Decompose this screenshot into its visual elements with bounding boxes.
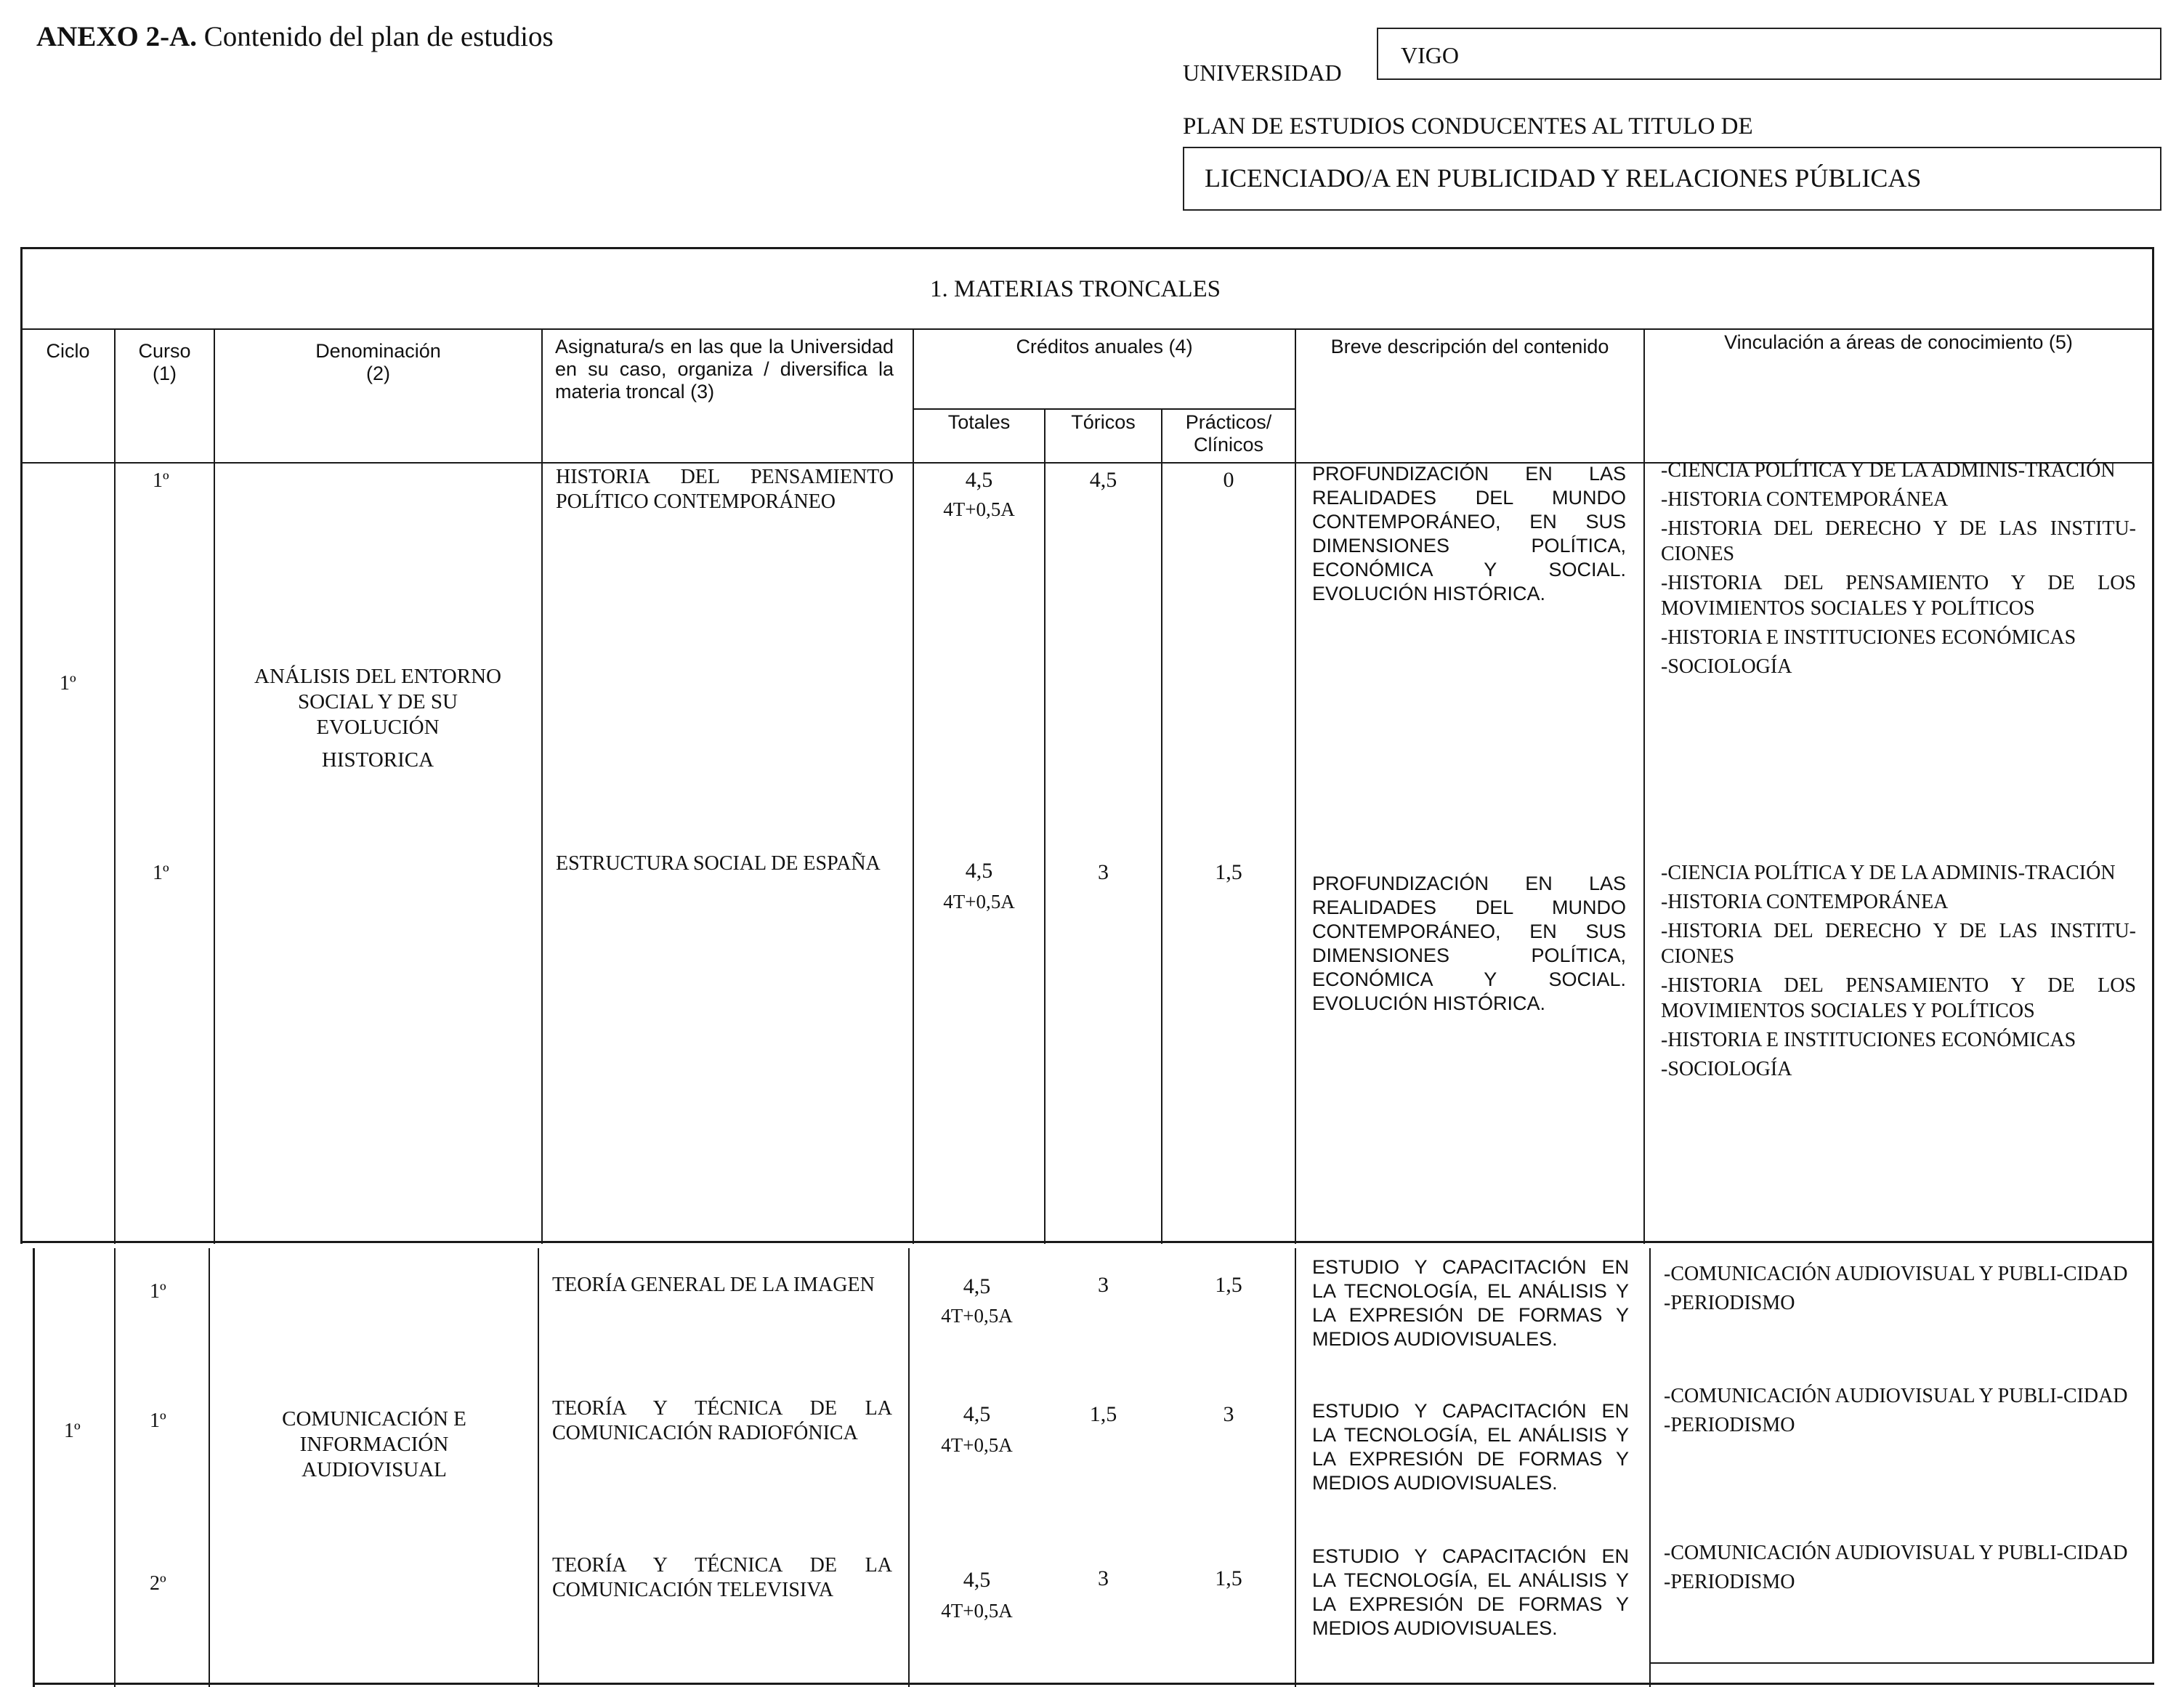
group-2-denominacion (212, 1407, 536, 1483)
row-totales: 4,5 (963, 1568, 991, 1592)
area-item: -PERIODISMO (1664, 1414, 1795, 1436)
group-2-denominacion-line: COMUNICACIÓN E (282, 1407, 466, 1431)
area-item: -SOCIOLOGÍA (1661, 655, 1792, 678)
row-totales-detail: 4T+0,5A (943, 891, 1015, 913)
group-2-denominacion-line: AUDIOVISUAL (302, 1458, 447, 1481)
group-1-denominacion-line: SOCIAL Y DE SU (298, 690, 458, 713)
row-toricos: 3 (1098, 1566, 1109, 1590)
col-header-totales: Totales (947, 411, 1011, 433)
group-2-ciclo: 1º (64, 1420, 81, 1442)
row-practicos: 1,5 (1215, 1273, 1242, 1297)
area-item: -CIENCIA POLÍTICA Y DE LA ADMINIS-TRACIÓN (1661, 459, 2116, 482)
row-practicos: 3 (1223, 1402, 1234, 1426)
row-asignatura: ESTRUCTURA SOCIAL DE ESPAÑA (556, 852, 881, 875)
row-areas (1661, 860, 2136, 1085)
row-practicos: 1,5 (1215, 1566, 1242, 1590)
col-header-descripcion: Breve descripción del contenido (1330, 336, 1609, 357)
col-header-asignatura: Asignatura/s en las que la Universidad en su caso, organiza / diversifica la materia troncal (3) (555, 336, 894, 402)
degree-value: LICENCIADO/A EN PUBLICIDAD Y RELACIONES PÚBLICAS (1205, 163, 1922, 193)
row-toricos: 4,5 (1089, 468, 1117, 492)
plan-label: PLAN DE ESTUDIOS CONDUCENTES AL TITULO DE (1183, 113, 1753, 139)
col-header-practicos: Prácticos/ Clínicos (1185, 411, 1272, 456)
col-header-ciclo: Ciclo (46, 340, 90, 362)
group-1-ciclo: 1º (60, 672, 76, 695)
row-totales-detail: 4T+0,5A (941, 1600, 1013, 1622)
area-item: -HISTORIA CONTEMPORÁNEA (1661, 891, 1949, 913)
row-descripcion: ESTUDIO Y CAPACITACIÓN EN LA TECNOLOGÍA, EL ANÁLISIS Y LA EXPRESIÓN DE FORMAS Y MEDIOS AUDIOVISUALES. (1312, 1545, 1629, 1639)
university-box (1377, 28, 2161, 80)
row-toricos: 3 (1098, 1273, 1109, 1297)
area-item: -COMUNICACIÓN AUDIOVISUAL Y PUBLI-CIDAD (1664, 1263, 2128, 1285)
row-totales: 4,5 (965, 468, 993, 492)
annex-label: ANEXO 2-A. (36, 21, 197, 52)
group-1-denominacion (218, 664, 538, 773)
group-1-denominacion-line: HISTORICA (321, 748, 434, 772)
row-totales: 4,5 (963, 1402, 991, 1426)
col-header-curso-label: Curso (138, 340, 191, 362)
col-header-denominacion-label: Denominación (315, 340, 441, 362)
group-1-denominacion-line: EVOLUCIÓN (316, 716, 440, 739)
area-item: -PERIODISMO (1664, 1571, 1795, 1593)
row-totales: 4,5 (965, 859, 993, 883)
area-item: -HISTORIA E INSTITUCIONES ECONÓMICAS (1661, 626, 2076, 649)
area-item: -SOCIOLOGÍA (1661, 1058, 1792, 1080)
row-totales-detail: 4T+0,5A (943, 498, 1015, 520)
area-item: -HISTORIA DEL PENSAMIENTO Y DE LOS MOVIMIENTOS SOCIALES Y POLÍTICOS (1661, 974, 2136, 1022)
row-curso: 1º (153, 862, 169, 884)
row-curso: 2º (150, 1572, 166, 1595)
row-toricos: 1,5 (1089, 1402, 1117, 1426)
university-value: VIGO (1401, 42, 1459, 68)
area-item: -HISTORIA DEL DERECHO Y DE LAS INSTITU-CIONES (1661, 920, 2136, 968)
col-header-denominacion (215, 340, 541, 385)
row-areas (1664, 1383, 2136, 1441)
row-descripcion: PROFUNDIZACIÓN EN LAS REALIDADES DEL MUNDO CONTEMPORÁNEO, EN SUS DIMENSIONES POLÍTICA, ECONÓMICA Y SOCIAL. EVOLUCIÓN HISTÓRICA. (1312, 463, 1626, 604)
row-practicos: 1,5 (1215, 860, 1242, 884)
row-descripcion: ESTUDIO Y CAPACITACIÓN EN LA TECNOLOGÍA, EL ANÁLISIS Y LA EXPRESIÓN DE FORMAS Y MEDIOS AUDIOVISUALES. (1312, 1256, 1629, 1350)
col-header-denominacion-note: (2) (366, 363, 390, 384)
row-toricos: 3 (1098, 860, 1109, 884)
area-item: -CIENCIA POLÍTICA Y DE LA ADMINIS-TRACIÓN (1661, 862, 2116, 884)
area-item: -PERIODISMO (1664, 1292, 1795, 1314)
col-header-vinculacion: Vinculación a áreas de conocimiento (5) (1724, 331, 2073, 353)
row-practicos: 0 (1223, 468, 1234, 492)
annex-title-text: Contenido del plan de estudios (203, 21, 554, 52)
area-item: -COMUNICACIÓN AUDIOVISUAL Y PUBLI-CIDAD (1664, 1385, 2128, 1407)
group-2-denominacion-line: INFORMACIÓN (299, 1433, 449, 1456)
section-title: 1. MATERIAS TRONCALES (930, 276, 1221, 302)
row-asignatura: HISTORIA DEL PENSAMIENTO POLÍTICO CONTEMPORÁNEO (556, 466, 894, 513)
row-curso: 1º (153, 469, 169, 492)
annex-title (36, 20, 554, 53)
row-totales-detail: 4T+0,5A (941, 1305, 1013, 1327)
col-header-toricos: Tóricos (1071, 411, 1136, 433)
area-item: -COMUNICACIÓN AUDIOVISUAL Y PUBLI-CIDAD (1664, 1542, 2128, 1564)
row-descripcion: PROFUNDIZACIÓN EN LAS REALIDADES DEL MUNDO CONTEMPORÁNEO, EN SUS DIMENSIONES POLÍTICA, ECONÓMICA Y SOCIAL. EVOLUCIÓN HISTÓRICA. (1312, 873, 1626, 1014)
university-label: UNIVERSIDAD (1183, 60, 1342, 86)
area-item: -HISTORIA DEL PENSAMIENTO Y DE LOS MOVIMIENTOS SOCIALES Y POLÍTICOS (1661, 572, 2136, 620)
row-asignatura: TEORÍA Y TÉCNICA DE LA COMUNICACIÓN TELEVISIVA (552, 1554, 892, 1601)
group-1-denominacion-line: ANÁLISIS DEL ENTORNO (254, 665, 501, 688)
row-areas (1664, 1540, 2136, 1598)
row-totales-detail: 4T+0,5A (941, 1434, 1013, 1456)
row-areas (1661, 458, 2136, 683)
col-header-curso-note: (1) (153, 363, 177, 384)
row-curso: 1º (150, 1409, 166, 1432)
row-descripcion: ESTUDIO Y CAPACITACIÓN EN LA TECNOLOGÍA, EL ANÁLISIS Y LA EXPRESIÓN DE FORMAS Y MEDIOS AUDIOVISUALES. (1312, 1400, 1629, 1494)
row-curso: 1º (150, 1280, 166, 1303)
col-header-curso (116, 340, 214, 385)
row-totales: 4,5 (963, 1274, 991, 1298)
area-item: -HISTORIA CONTEMPORÁNEA (1661, 488, 1949, 511)
area-item: -HISTORIA E INSTITUCIONES ECONÓMICAS (1661, 1029, 2076, 1051)
area-item: -HISTORIA DEL DERECHO Y DE LAS INSTITU-CIONES (1661, 517, 2136, 565)
row-areas (1664, 1261, 2136, 1319)
row-asignatura: TEORÍA Y TÉCNICA DE LA COMUNICACIÓN RADIOFÓNICA (552, 1397, 892, 1444)
row-asignatura: TEORÍA GENERAL DE LA IMAGEN (552, 1274, 875, 1296)
col-header-creditos: Créditos anuales (4) (1016, 336, 1193, 357)
